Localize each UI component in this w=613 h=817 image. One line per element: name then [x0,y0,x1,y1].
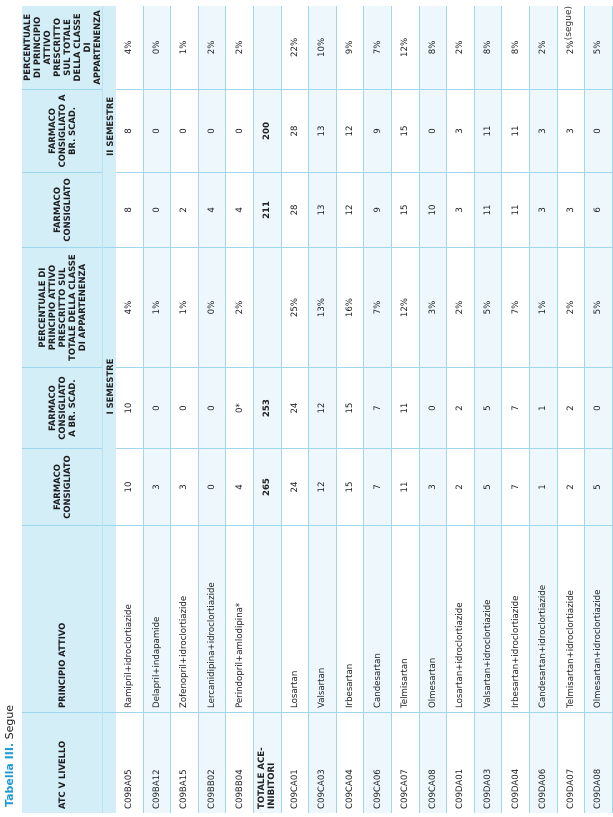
cell-name: Ramipril+idroclortiazide [116,526,143,713]
cell-name: Olmesartan [419,526,447,713]
cell-name: Delapril+indapamide [143,526,171,713]
cell-e: 0 [171,89,199,172]
cell-name: Olmesartan+idroclortiazide [585,526,613,713]
cell-b: 2 [557,368,585,448]
header-farmaco-1: FARMACO CONSIGLIATO [22,448,103,526]
cell-b: 0 [198,368,226,448]
cell-a: 3 [143,448,171,526]
cell-e: 28 [281,89,309,172]
cell-a: 3 [171,448,199,526]
cell-f: 1% [171,6,199,89]
cell-c: 3% [419,247,447,368]
cell-atc: C09CA03 [309,712,337,813]
cell-e: 11 [502,89,530,172]
cell-name: Valsartan [309,526,337,713]
cell-e: 12 [336,89,364,172]
cell-a: 7 [502,448,530,526]
cell-f: 8% [474,6,502,89]
cell-atc: C09BB02 [198,712,226,813]
cell-b: 12 [309,368,337,448]
total-row [253,6,281,813]
table-row [364,6,392,813]
cell-atc: C09DA07 [557,712,585,813]
caption-subtitle: Segue [3,704,16,740]
cell-c: 2% [557,247,585,368]
cell-b: 0 [419,368,447,448]
cell-atc: C09CA08 [419,712,447,813]
cell-c: 7% [502,247,530,368]
cell-d: 12 [336,173,364,248]
cell-e: 13 [309,89,337,172]
table-row [226,6,254,813]
cell-e: 0 [419,89,447,172]
header-farmaco-br-2: FARMACO CONSIGLIATO A BR. SCAD. [22,89,103,172]
cell-b: 0* [226,368,254,448]
cell-atc: C09CA01 [281,712,309,813]
table-row [391,6,419,813]
cell-a: 4 [226,448,254,526]
cell-c: 7% [364,247,392,368]
cell-e: 3 [529,89,557,172]
cell-d: 3 [557,173,585,248]
table-row [171,6,199,813]
table-body [116,6,612,813]
table-row [529,6,557,813]
cell-atc: C09DA03 [474,712,502,813]
cell-a: 3 [419,448,447,526]
cell-c: 0% [198,247,226,368]
cell-f: 2% [198,6,226,89]
cell-name: Telmisartan [391,526,419,713]
cell-b: 1 [529,368,557,448]
cell-c: 1% [529,247,557,368]
cell-atc: C09CA04 [336,712,364,813]
table-row [585,6,613,813]
header-atc: ATC V LIVELLO [22,712,103,813]
semester-first: I SEMESTRE [103,247,117,526]
cell-atc: TOTALE ACE-INIBITORI [253,712,281,813]
table-row [502,6,530,813]
cell-e: 3 [557,89,585,172]
header-row [22,6,103,813]
cell-name: Candesartan [364,526,392,713]
cell-c: 2% [226,247,254,368]
cell-d: 11 [474,173,502,248]
table-row [143,6,171,813]
cell-f: 7% [364,6,392,89]
cell-atc: C09BA05 [116,712,143,813]
cell-f: 2% [529,6,557,89]
cell-a: 1 [529,448,557,526]
cell-f: 10% [309,6,337,89]
cell-d: 9 [364,173,392,248]
cell-b: 0 [171,368,199,448]
cell-b: 0 [143,368,171,448]
data-table [22,6,613,813]
cell-a: 12 [309,448,337,526]
cell-name: Candesartan+idroclortiazide [529,526,557,713]
cell-atc: C09DA01 [447,712,475,813]
cell-e: 0 [143,89,171,172]
cell-d: 4 [198,173,226,248]
cell-e: 9 [364,89,392,172]
header-percentuale-2: PERCENTUALE DI PRINCIPIO ATTIVO PRESCRITTO SUL TOTALE DELLA CLASSE DI APPARTENENZA [22,6,103,89]
cell-a: 10 [116,448,143,526]
cell-f: 12% [391,6,419,89]
cell-d: 10 [419,173,447,248]
cell-d: 0 [143,173,171,248]
cell-b: 15 [336,368,364,448]
header-farmaco-br-1: FARMACO CONSIGLIATO A BR. SCAD. [22,368,103,448]
cell-c: 1% [143,247,171,368]
cell-c: 25% [281,247,309,368]
cell-c: 12% [391,247,419,368]
cell-d: 2 [171,173,199,248]
cell-name: Zofenopril+idroclortiazide [171,526,199,713]
cell-name: Perindopril+amlodipina* [226,526,254,713]
cell-d: 4 [226,173,254,248]
cell-atc: C09BA15 [171,712,199,813]
cell-name: Irbesartan+idroclortiazide [502,526,530,713]
cell-e: 15 [391,89,419,172]
cell-e: 0 [198,89,226,172]
header-percentuale-1: PERCENTUALE DI PRINCIPIO ATTIVO PRESCRITTO SUL TOTALE DELLA CLASSE DI APPARTENENZA [22,247,103,368]
table-row [116,6,143,813]
table-row [336,6,364,813]
cell-a: 5 [474,448,502,526]
cell-atc: C09CA07 [391,712,419,813]
cell-a: 15 [336,448,364,526]
cell-name: Valsartan+idroclortiazide [474,526,502,713]
cell-a: 265 [253,448,281,526]
cell-a: 24 [281,448,309,526]
cell-d: 28 [281,173,309,248]
cell-b: 11 [391,368,419,448]
cell-atc: C09DA04 [502,712,530,813]
cell-f: 8% [502,6,530,89]
cell-a: 5 [585,448,613,526]
cell-c [253,247,281,368]
cell-b: 24 [281,368,309,448]
semester-second: II SEMESTRE [103,6,117,247]
cell-f [253,6,281,89]
cell-d: 3 [447,173,475,248]
cell-c: 13% [309,247,337,368]
cell-c: 5% [474,247,502,368]
cell-name: Irbesartan [336,526,364,713]
table-row [419,6,447,813]
cell-name: Losartan+idroclortiazide [447,526,475,713]
cell-a: 7 [364,448,392,526]
cell-f: 8% [419,6,447,89]
cell-name: Losartan [281,526,309,713]
header-farmaco-2: FARMACO CONSIGLIATO [22,173,103,248]
cell-d: 8 [116,173,143,248]
table-row [198,6,226,813]
cell-f: 4% [116,6,143,89]
table-row [557,6,585,813]
cell-e: 8 [116,89,143,172]
cell-atc: C09BB04 [226,712,254,813]
cell-name: Telmisartan+idroclortiazide [557,526,585,713]
cell-d: 6 [585,173,613,248]
cell-b: 253 [253,368,281,448]
cell-b: 2 [447,368,475,448]
cell-name: Lercanidipina+idroclortiazide [198,526,226,713]
table-row [309,6,337,813]
table-row [281,6,309,813]
cell-a: 2 [557,448,585,526]
cell-d: 15 [391,173,419,248]
cell-f: 5% [585,6,613,89]
table-row [447,6,475,813]
cell-name [253,526,281,713]
cell-e: 0 [585,89,613,172]
cell-c: 16% [336,247,364,368]
cell-f: 0% [143,6,171,89]
cell-b: 5 [474,368,502,448]
cell-b: 7 [502,368,530,448]
table-row [474,6,502,813]
cell-c: 1% [171,247,199,368]
cell-d: 13 [309,173,337,248]
cell-f: 2% [226,6,254,89]
cell-a: 0 [198,448,226,526]
cell-atc: C09DA08 [585,712,613,813]
caption-title: Tabella III. [3,742,16,807]
cell-a: 2 [447,448,475,526]
cell-c: 2% [447,247,475,368]
cell-atc: C09BA12 [143,712,171,813]
segue-note: (segue) [564,6,574,41]
cell-b: 0 [585,368,613,448]
cell-b: 10 [116,368,143,448]
cell-f: 2% [447,6,475,89]
cell-d: 3 [529,173,557,248]
table-caption [3,705,16,807]
cell-d: 211 [253,173,281,248]
header-principio: PRINCIPIO ATTIVO [22,526,103,713]
cell-e: 200 [253,89,281,172]
cell-atc: C09DA06 [529,712,557,813]
cell-d: 11 [502,173,530,248]
cell-c: 5% [585,247,613,368]
semester-row [103,6,117,813]
cell-atc: C09CA06 [364,712,392,813]
cell-e: 0 [226,89,254,172]
cell-f: 2% [557,6,585,89]
cell-b: 7 [364,368,392,448]
cell-a: 11 [391,448,419,526]
cell-e: 11 [474,89,502,172]
cell-f: 22% [281,6,309,89]
cell-f: 9% [336,6,364,89]
cell-e: 3 [447,89,475,172]
cell-c: 4% [116,247,143,368]
